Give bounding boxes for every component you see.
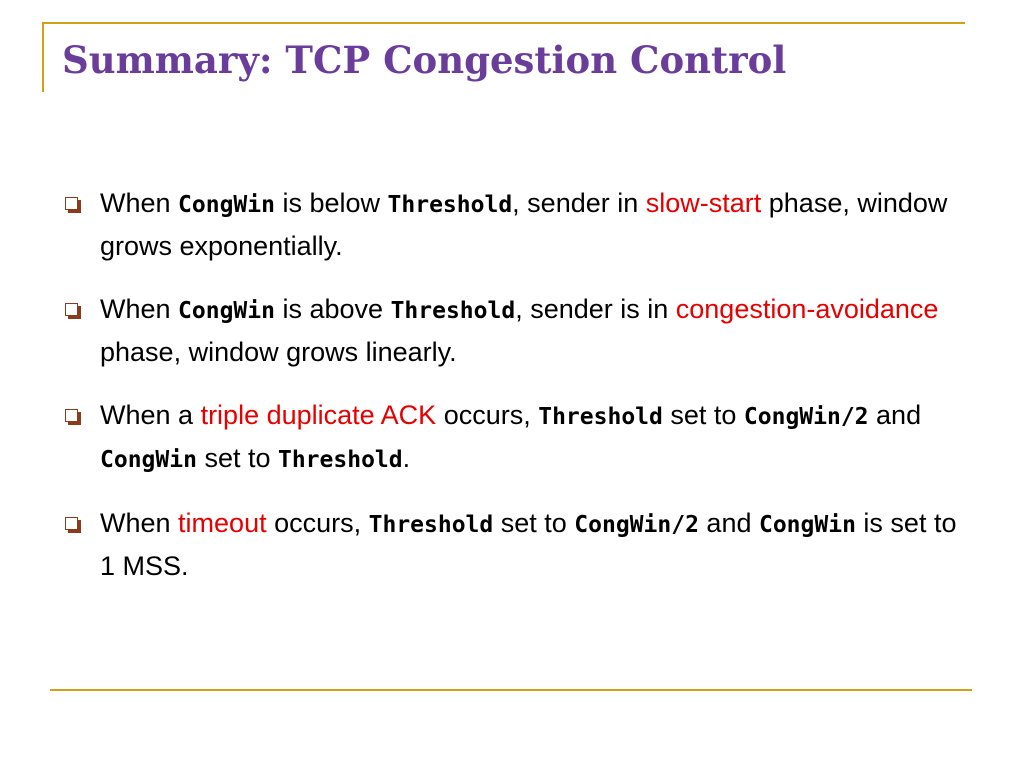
bullet-text-highlight: timeout <box>178 508 267 538</box>
bullet-text-plain: , sender in <box>512 188 646 218</box>
bullet-text-highlight: congestion-avoidance <box>675 294 939 324</box>
bullet-item-3 <box>62 395 962 481</box>
bullet-text-plain: set to <box>493 508 575 538</box>
hollow-square-bullet-icon <box>65 197 78 210</box>
left-accent-line <box>42 22 44 92</box>
bullet-item-4 <box>62 503 962 587</box>
bullet-text-plain: occurs, <box>266 508 369 538</box>
bullet-text-code: CongWin/2 <box>574 512 699 538</box>
bullet-text-plain: occurs, <box>436 400 539 430</box>
bullet-text-code: Threshold <box>277 447 403 473</box>
top-accent-line <box>42 22 965 24</box>
hollow-square-bullet-icon <box>65 303 78 316</box>
bullet-text-code: CongWin <box>758 512 856 538</box>
bullet-list <box>62 183 962 609</box>
bullet-text-code: Threshold <box>368 512 494 538</box>
hollow-square-bullet-icon <box>65 409 78 422</box>
bullet-text-code: CongWin <box>178 192 275 218</box>
bullet-text-plain: and <box>868 400 922 430</box>
bullet-text-plain: phase, window grows exponentially. <box>100 188 948 261</box>
bullet-text-plain: is set to 1 MSS. <box>100 508 957 581</box>
bullet-text-plain: set to <box>196 443 278 473</box>
bullet-text-code: CongWin/2 <box>743 404 869 430</box>
bullet-text-plain: is above <box>274 294 391 324</box>
bullet-text-plain: When a <box>100 400 201 430</box>
bullet-text-plain: When <box>100 508 179 538</box>
bullet-text-plain: When <box>100 188 179 218</box>
slide-title: Summary: TCP Congestion Control <box>62 38 787 82</box>
bullet-text-code: Threshold <box>538 404 663 430</box>
bullet-text-plain: is below <box>274 188 388 218</box>
bullet-text-highlight: triple duplicate ACK <box>200 400 437 430</box>
bullet-item-2 <box>62 289 962 373</box>
bullet-item-1 <box>62 183 962 267</box>
bullet-text-plain: and <box>698 508 759 538</box>
bullet-text-code: CongWin <box>100 447 197 473</box>
bullet-text-highlight: slow-start <box>645 188 762 218</box>
bullet-text-code: Threshold <box>387 192 513 218</box>
bullet-text-code: CongWin <box>178 298 275 324</box>
bullet-text-plain: When <box>100 294 179 324</box>
bullet-text-plain: , sender is in <box>515 294 676 324</box>
bullet-text-code: Threshold <box>390 298 516 324</box>
bottom-accent-line <box>50 689 972 691</box>
hollow-square-bullet-icon <box>65 517 78 530</box>
bullet-text-plain: set to <box>662 400 744 430</box>
bullet-text-plain: . <box>402 443 411 473</box>
bullet-text-plain: phase, window grows linearly. <box>100 337 457 367</box>
